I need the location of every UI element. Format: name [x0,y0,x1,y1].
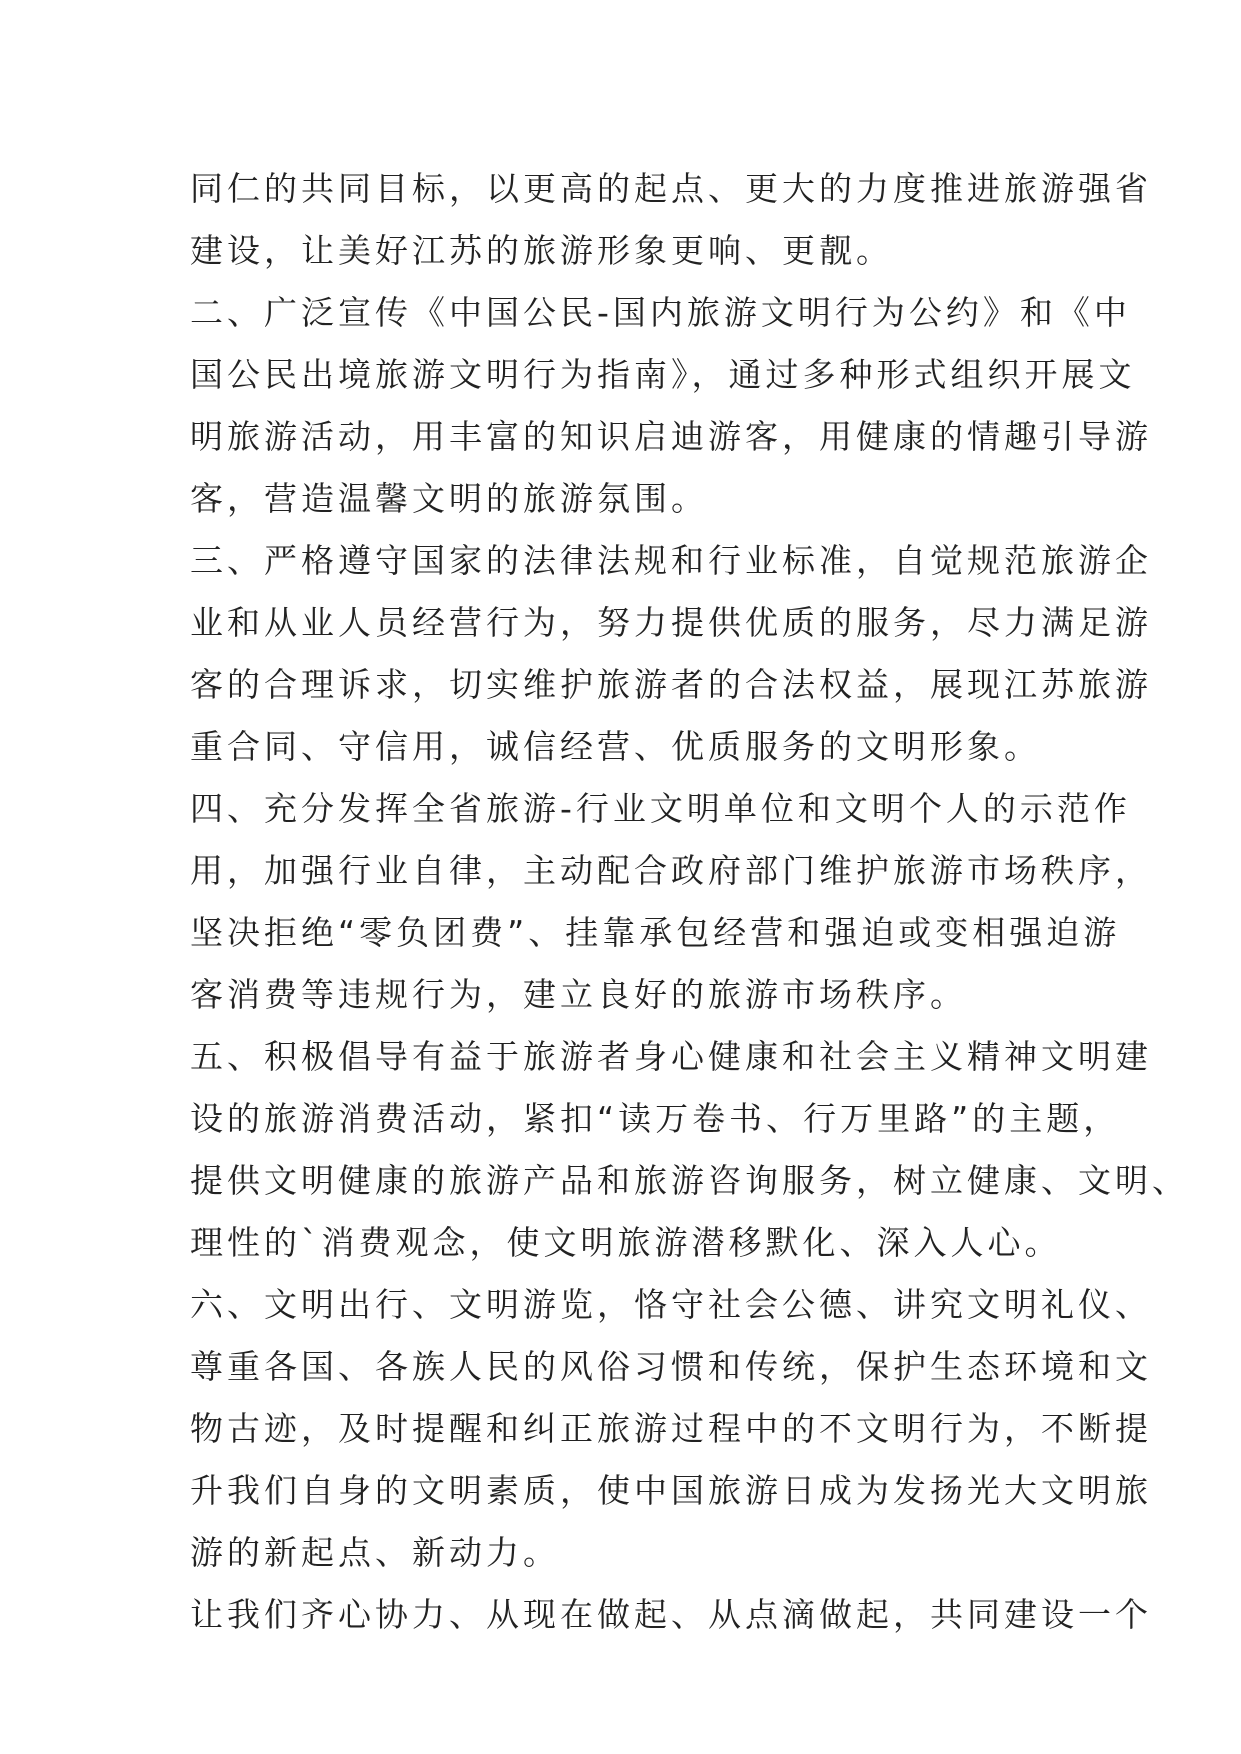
text-line: 游的新起点、新动力。 [190,1533,560,1572]
paragraph-item-5 [190,1026,1189,1274]
text-line: 客的合理诉求，切实维护旅游者的合法权益，展现江苏旅游 [190,665,1152,704]
text-line: 尊重各国、各族人民的风俗习惯和传统，保护生态环境和文 [190,1347,1152,1386]
text-line: 明旅游活动，用丰富的知识启迪游客，用健康的情趣引导游 [190,417,1152,456]
text-line: 国公民出境旅游文明行为指南》，通过多种形式组织开展文 [190,355,1136,394]
text-line: 提供文明健康的旅游产品和旅游咨询服务，树立健康、文明、 [190,1161,1189,1200]
document-body [190,158,1189,1646]
text-line: 设的旅游消费活动，紧扣“读万卷书、行万里路”的主题， [190,1099,1121,1138]
paragraph-continuation [190,158,1152,282]
text-line: 升我们自身的文明素质，使中国旅游日成为发扬光大文明旅 [190,1471,1152,1510]
text-line: 二、广泛宣传《中国公民-国内旅游文明行为公约》和《中 [190,293,1131,332]
text-line: 物古迹，及时提醒和纠正旅游过程中的不文明行为，不断提 [190,1409,1152,1448]
text-line: 四、充分发挥全省旅游-行业文明单位和文明个人的示范作 [190,789,1131,828]
text-line: 同仁的共同目标，以更高的起点、更大的力度推进旅游强省 [190,169,1152,208]
text-line: 客，营造温馨文明的旅游氛围。 [190,479,708,518]
text-line: 坚决拒绝“零负团费”、挂靠承包经营和强迫或变相强迫游 [190,913,1121,952]
text-line: 客消费等违规行为，建立良好的旅游市场秩序。 [190,975,967,1014]
text-line: 六、文明出行、文明游览，恪守社会公德、讲究文明礼仪、 [190,1285,1152,1324]
paragraph-item-6 [190,1274,1152,1584]
text-line: 建设，让美好江苏的旅游形象更响、更靓。 [190,231,893,270]
text-line: 业和从业人员经营行为，努力提供优质的服务，尽力满足游 [190,603,1152,642]
text-line: 三、严格遵守国家的法律法规和行业标准，自觉规范旅游企 [190,541,1152,580]
paragraph-closing [190,1584,1152,1646]
paragraph-item-4 [190,778,1152,1026]
text-line: 五、积极倡导有益于旅游者身心健康和社会主义精神文明建 [190,1037,1152,1076]
paragraph-item-2 [190,282,1152,530]
text-line: 用，加强行业自律，主动配合政府部门维护旅游市场秩序， [190,851,1152,890]
text-line: 让我们齐心协力、从现在做起、从点滴做起，共同建设一个 [190,1595,1152,1634]
text-line: 理性的`消费观念，使文明旅游潜移默化、深入人心。 [190,1223,1062,1262]
text-line: 重合同、守信用，诚信经营、优质服务的文明形象。 [190,727,1041,766]
paragraph-item-3 [190,530,1152,778]
